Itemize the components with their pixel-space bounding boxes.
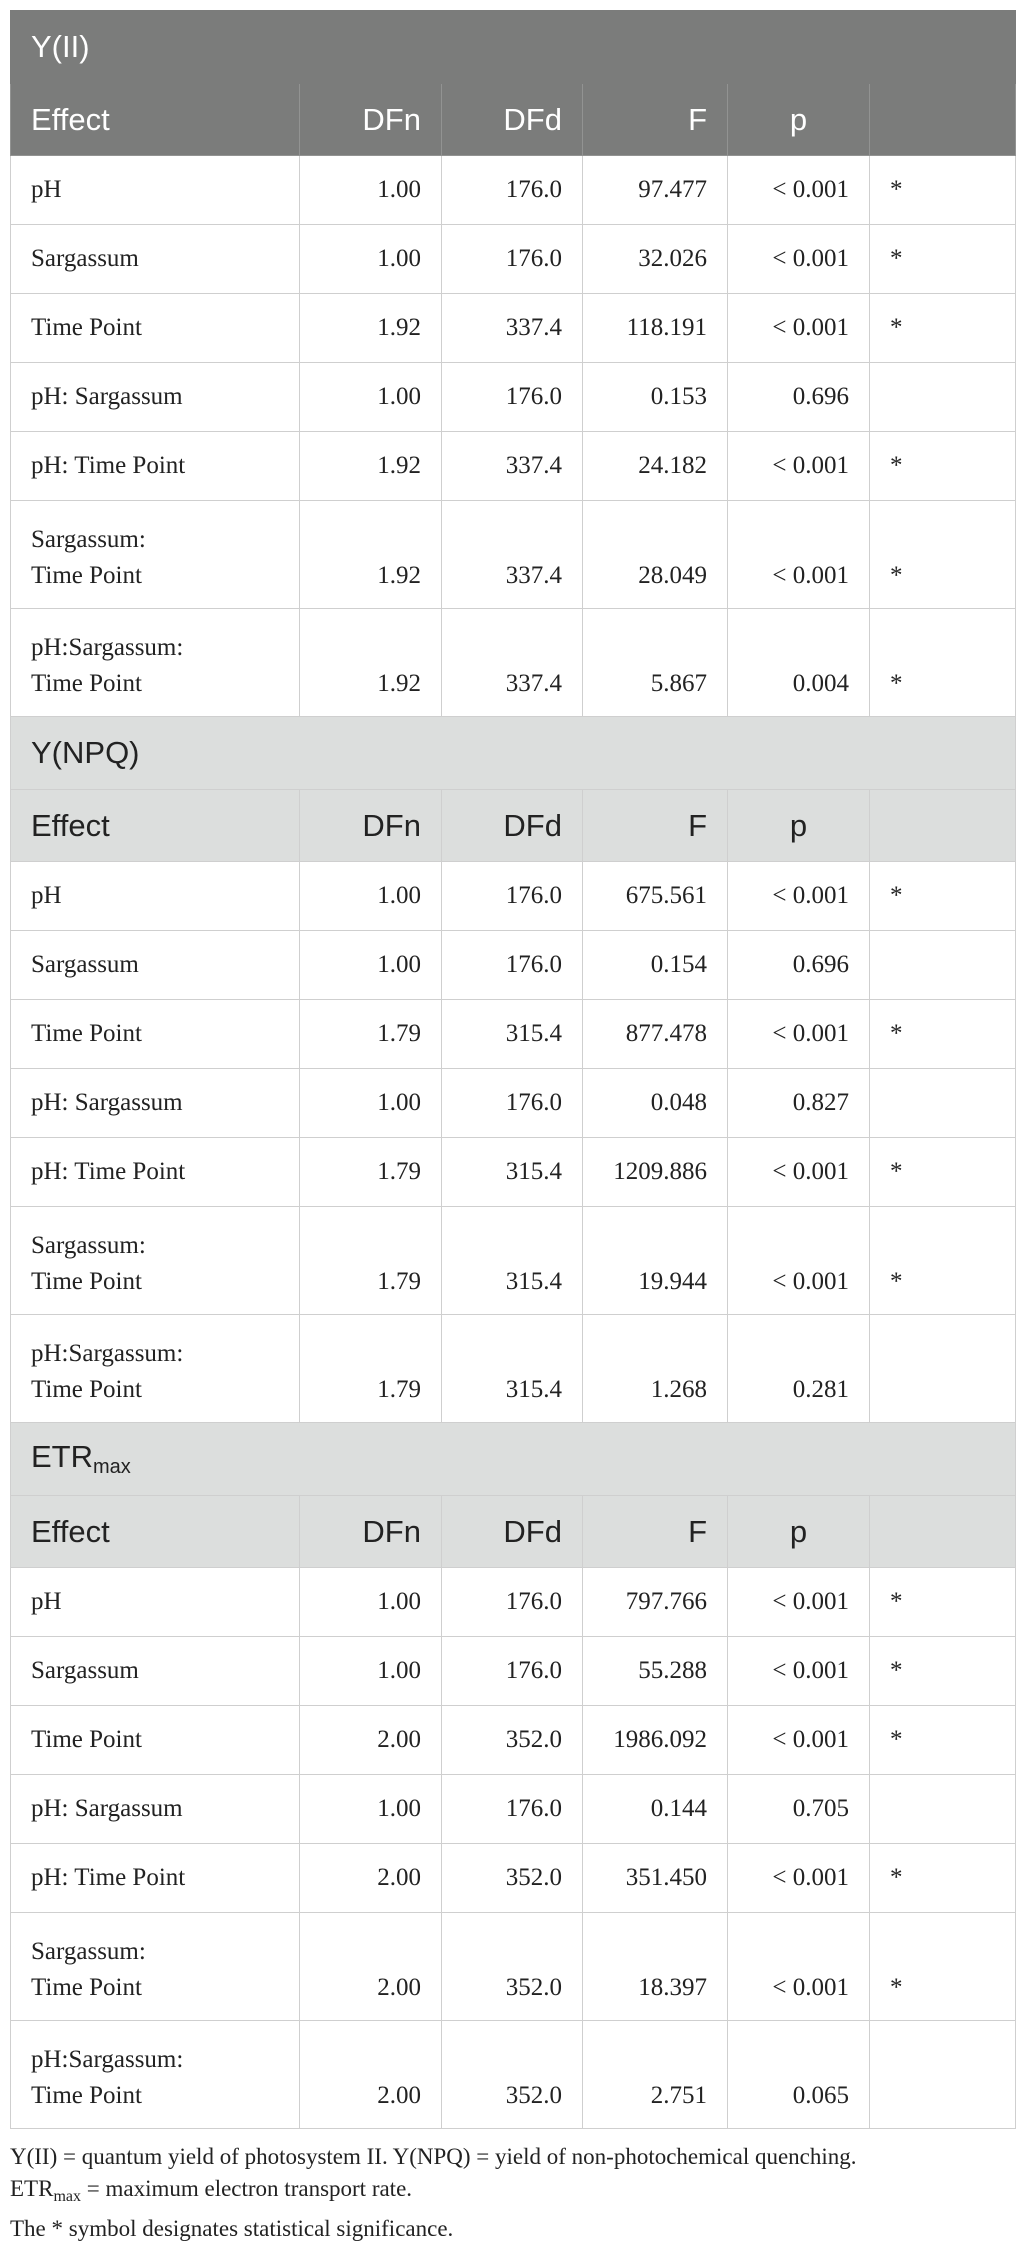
cell-significance: *	[870, 1568, 1016, 1637]
cell-dfd: 337.4	[442, 501, 583, 609]
cell-effect: pH: Time Point	[11, 1138, 300, 1207]
header-significance	[870, 790, 1016, 862]
header-f: F	[583, 84, 728, 156]
cell-dfn: 1.00	[300, 363, 442, 432]
cell-significance: *	[870, 1706, 1016, 1775]
cell-effect: pH	[11, 1568, 300, 1637]
cell-effect: pH: Time Point	[11, 1844, 300, 1913]
cell-effect	[11, 1315, 300, 1423]
cell-significance	[870, 1315, 1016, 1423]
footnote-line-1: Y(II) = quantum yield of photosystem II. Y(NPQ) = yield of non-photochemical quenching.	[10, 2144, 857, 2169]
table-row	[11, 931, 1016, 1000]
anova-table-figure	[10, 10, 1015, 2245]
cell-dfn: 1.92	[300, 432, 442, 501]
cell-dfd: 352.0	[442, 1706, 583, 1775]
cell-dfn: 2.00	[300, 1844, 442, 1913]
cell-dfn: 1.00	[300, 1775, 442, 1844]
table-row	[11, 432, 1016, 501]
section-title-subscript: max	[93, 1456, 131, 1478]
footnote-line-2	[10, 2173, 1020, 2213]
effect-line-2: Time Point	[31, 562, 142, 589]
cell-dfd: 315.4	[442, 1207, 583, 1315]
footnote-etr-subscript: max	[53, 2188, 81, 2205]
cell-effect	[11, 501, 300, 609]
column-header-row	[11, 84, 1016, 156]
cell-dfn: 1.79	[300, 1000, 442, 1069]
section-title-text: Y(NPQ)	[31, 735, 140, 770]
effect-line-2: Time Point	[31, 1268, 142, 1295]
section-title	[11, 11, 1016, 84]
cell-f: 0.048	[583, 1069, 728, 1138]
cell-p: < 0.001	[728, 1138, 870, 1207]
cell-dfd: 315.4	[442, 1138, 583, 1207]
cell-dfd: 352.0	[442, 1913, 583, 2021]
cell-dfd: 315.4	[442, 1315, 583, 1423]
cell-significance: *	[870, 432, 1016, 501]
cell-effect	[11, 1913, 300, 2021]
cell-dfd: 176.0	[442, 363, 583, 432]
cell-dfn: 1.92	[300, 501, 442, 609]
cell-f: 675.561	[583, 862, 728, 931]
effect-line-2: Time Point	[31, 1974, 142, 2001]
header-significance	[870, 1496, 1016, 1568]
cell-p: 0.696	[728, 363, 870, 432]
cell-f: 877.478	[583, 1000, 728, 1069]
header-effect: Effect	[11, 84, 300, 156]
table-footnotes	[10, 2141, 1020, 2245]
header-dfn: DFn	[300, 790, 442, 862]
cell-dfn: 1.92	[300, 609, 442, 717]
table-row	[11, 294, 1016, 363]
table-row	[11, 862, 1016, 931]
cell-dfn: 1.00	[300, 862, 442, 931]
cell-effect: Time Point	[11, 1706, 300, 1775]
cell-dfn: 1.79	[300, 1138, 442, 1207]
header-p: p	[728, 790, 870, 862]
cell-f: 1986.092	[583, 1706, 728, 1775]
header-p: p	[728, 1496, 870, 1568]
cell-significance: *	[870, 294, 1016, 363]
cell-f: 0.154	[583, 931, 728, 1000]
table-row	[11, 1207, 1016, 1315]
section-title	[11, 717, 1016, 790]
cell-effect: Sargassum	[11, 225, 300, 294]
header-dfn: DFn	[300, 1496, 442, 1568]
cell-p: < 0.001	[728, 501, 870, 609]
cell-significance: *	[870, 609, 1016, 717]
header-significance	[870, 84, 1016, 156]
cell-dfd: 315.4	[442, 1000, 583, 1069]
cell-p: 0.705	[728, 1775, 870, 1844]
table-row	[11, 609, 1016, 717]
cell-f: 351.450	[583, 1844, 728, 1913]
cell-significance: *	[870, 156, 1016, 225]
anova-results-table	[10, 10, 1016, 2129]
table-row	[11, 1069, 1016, 1138]
cell-significance: *	[870, 225, 1016, 294]
cell-dfn: 2.00	[300, 1913, 442, 2021]
cell-p: < 0.001	[728, 1000, 870, 1069]
section-title	[11, 1423, 1016, 1496]
cell-significance	[870, 2021, 1016, 2129]
cell-dfn: 1.79	[300, 1315, 442, 1423]
table-row	[11, 1637, 1016, 1706]
section-title-row	[11, 1423, 1016, 1496]
column-header-row	[11, 1496, 1016, 1568]
cell-f: 5.867	[583, 609, 728, 717]
cell-p: < 0.001	[728, 1913, 870, 2021]
cell-effect: Sargassum	[11, 1637, 300, 1706]
table-row	[11, 1706, 1016, 1775]
cell-dfn: 1.00	[300, 1069, 442, 1138]
cell-significance	[870, 363, 1016, 432]
cell-f: 18.397	[583, 1913, 728, 2021]
cell-significance	[870, 1775, 1016, 1844]
table-row	[11, 2021, 1016, 2129]
cell-dfd: 176.0	[442, 1637, 583, 1706]
header-effect: Effect	[11, 790, 300, 862]
cell-p: 0.696	[728, 931, 870, 1000]
header-p: p	[728, 84, 870, 156]
cell-significance	[870, 1069, 1016, 1138]
table-row	[11, 1844, 1016, 1913]
cell-p: < 0.001	[728, 1568, 870, 1637]
cell-f: 797.766	[583, 1568, 728, 1637]
header-f: F	[583, 1496, 728, 1568]
section-title-text: Y(II)	[31, 29, 90, 64]
table-row	[11, 1315, 1016, 1423]
cell-effect: pH: Sargassum	[11, 1069, 300, 1138]
cell-significance: *	[870, 1138, 1016, 1207]
cell-effect: pH: Time Point	[11, 432, 300, 501]
effect-line-2: Time Point	[31, 670, 142, 697]
cell-significance: *	[870, 1913, 1016, 2021]
cell-dfn: 1.79	[300, 1207, 442, 1315]
cell-f: 1209.886	[583, 1138, 728, 1207]
cell-f: 2.751	[583, 2021, 728, 2129]
table-row	[11, 1000, 1016, 1069]
cell-p: < 0.001	[728, 1207, 870, 1315]
cell-dfd: 176.0	[442, 1568, 583, 1637]
cell-significance: *	[870, 1637, 1016, 1706]
cell-f: 19.944	[583, 1207, 728, 1315]
footnote-etr-label: ETR	[10, 2176, 54, 2201]
cell-effect	[11, 1207, 300, 1315]
cell-f: 1.268	[583, 1315, 728, 1423]
header-dfd: DFd	[442, 1496, 583, 1568]
cell-dfd: 176.0	[442, 862, 583, 931]
header-dfd: DFd	[442, 790, 583, 862]
header-dfd: DFd	[442, 84, 583, 156]
cell-f: 0.144	[583, 1775, 728, 1844]
header-dfn: DFn	[300, 84, 442, 156]
cell-dfd: 337.4	[442, 294, 583, 363]
cell-dfn: 1.00	[300, 225, 442, 294]
table-body	[11, 11, 1016, 2129]
cell-effect: Sargassum	[11, 931, 300, 1000]
cell-dfn: 1.00	[300, 156, 442, 225]
cell-p: < 0.001	[728, 225, 870, 294]
cell-effect	[11, 609, 300, 717]
cell-effect: Time Point	[11, 1000, 300, 1069]
effect-line-1: Sargassum:	[31, 1232, 146, 1259]
cell-dfd: 337.4	[442, 609, 583, 717]
cell-dfd: 352.0	[442, 1844, 583, 1913]
table-row	[11, 1138, 1016, 1207]
cell-p: < 0.001	[728, 862, 870, 931]
cell-dfd: 176.0	[442, 931, 583, 1000]
section-title-text: ETR	[31, 1439, 93, 1474]
cell-dfd: 176.0	[442, 225, 583, 294]
effect-line-1: pH:Sargassum:	[31, 1340, 184, 1367]
cell-p: < 0.001	[728, 1844, 870, 1913]
cell-significance: *	[870, 1207, 1016, 1315]
cell-p: 0.065	[728, 2021, 870, 2129]
cell-p: < 0.001	[728, 294, 870, 363]
cell-p: < 0.001	[728, 432, 870, 501]
cell-dfd: 176.0	[442, 1775, 583, 1844]
cell-significance: *	[870, 501, 1016, 609]
cell-f: 32.026	[583, 225, 728, 294]
cell-p: < 0.001	[728, 1706, 870, 1775]
effect-line-1: pH:Sargassum:	[31, 2046, 184, 2073]
cell-dfn: 1.00	[300, 1637, 442, 1706]
column-header-row	[11, 790, 1016, 862]
cell-p: < 0.001	[728, 156, 870, 225]
cell-dfd: 337.4	[442, 432, 583, 501]
table-row	[11, 363, 1016, 432]
cell-effect: pH	[11, 862, 300, 931]
footnote-etr-definition: = maximum electron transport rate.	[81, 2176, 413, 2201]
header-effect: Effect	[11, 1496, 300, 1568]
effect-line-2: Time Point	[31, 1376, 142, 1403]
cell-dfn: 2.00	[300, 1706, 442, 1775]
cell-f: 28.049	[583, 501, 728, 609]
table-row	[11, 1568, 1016, 1637]
table-row	[11, 156, 1016, 225]
cell-p: < 0.001	[728, 1637, 870, 1706]
cell-f: 24.182	[583, 432, 728, 501]
cell-effect: pH: Sargassum	[11, 1775, 300, 1844]
cell-dfd: 176.0	[442, 156, 583, 225]
table-row	[11, 225, 1016, 294]
cell-f: 55.288	[583, 1637, 728, 1706]
header-f: F	[583, 790, 728, 862]
cell-dfn: 1.00	[300, 1568, 442, 1637]
cell-effect: Time Point	[11, 294, 300, 363]
table-row	[11, 1913, 1016, 2021]
effect-line-1: pH:Sargassum:	[31, 634, 184, 661]
cell-effect	[11, 2021, 300, 2129]
cell-effect: pH: Sargassum	[11, 363, 300, 432]
cell-significance	[870, 931, 1016, 1000]
table-row	[11, 1775, 1016, 1844]
effect-line-2: Time Point	[31, 2082, 142, 2109]
cell-dfd: 352.0	[442, 2021, 583, 2129]
cell-dfn: 1.92	[300, 294, 442, 363]
section-title-row	[11, 11, 1016, 84]
effect-line-1: Sargassum:	[31, 1938, 146, 1965]
effect-line-1: Sargassum:	[31, 526, 146, 553]
cell-dfn: 2.00	[300, 2021, 442, 2129]
cell-p: 0.827	[728, 1069, 870, 1138]
section-title-row	[11, 717, 1016, 790]
cell-p: 0.281	[728, 1315, 870, 1423]
cell-dfn: 1.00	[300, 931, 442, 1000]
footnote-line-3: The * symbol designates statistical significance.	[10, 2216, 454, 2241]
table-row	[11, 501, 1016, 609]
cell-significance: *	[870, 1844, 1016, 1913]
cell-p: 0.004	[728, 609, 870, 717]
cell-f: 118.191	[583, 294, 728, 363]
cell-f: 0.153	[583, 363, 728, 432]
cell-dfd: 176.0	[442, 1069, 583, 1138]
cell-significance: *	[870, 862, 1016, 931]
cell-f: 97.477	[583, 156, 728, 225]
cell-significance: *	[870, 1000, 1016, 1069]
cell-effect: pH	[11, 156, 300, 225]
